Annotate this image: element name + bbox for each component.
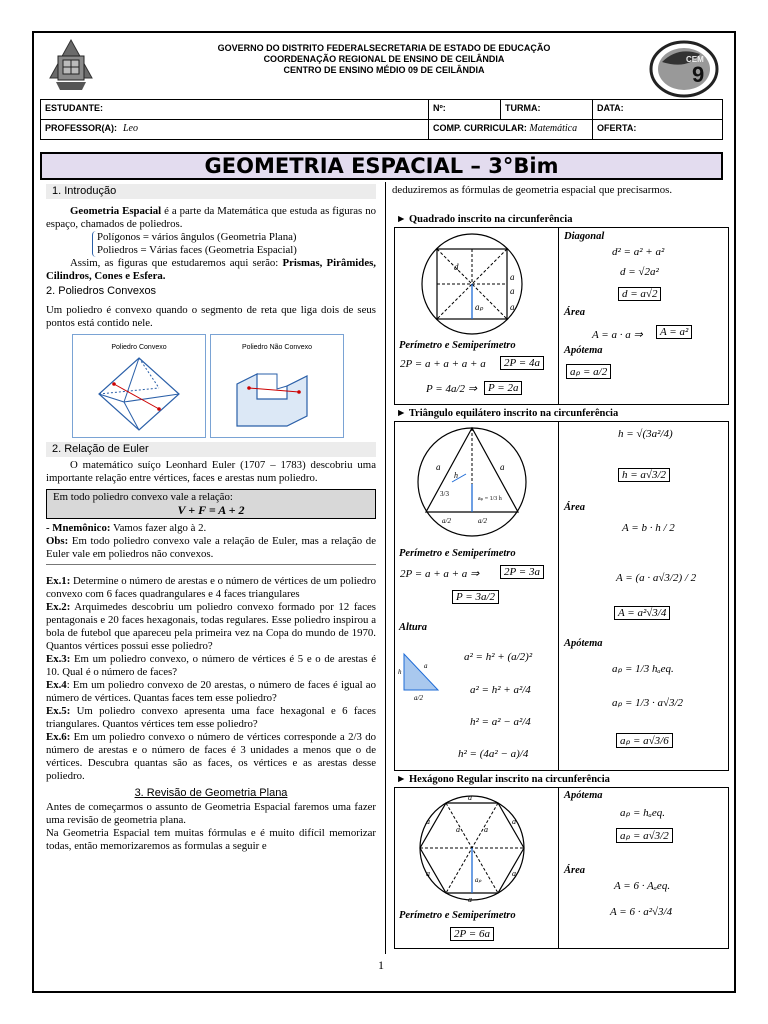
svg-text:a: a xyxy=(510,286,515,296)
svg-text:aₚ: aₚ xyxy=(475,876,482,884)
intro-paragraph: Geometria Espacial é a parte da Matemática que estuda as figuras no espaço, chamados de poliedros. xyxy=(46,205,377,230)
page-title: GEOMETRIA ESPACIAL – 3°Bim xyxy=(40,152,723,180)
square-perimeter-box: 2P = 4a xyxy=(500,356,544,370)
triangle-apotema-label: Apótema xyxy=(564,638,603,649)
svg-text:a/2: a/2 xyxy=(414,694,423,702)
section-revisao: 3. Revisão de Geometria Plana xyxy=(134,787,288,799)
hexagon-apotema-eq-2: aₚ = a√3/2 xyxy=(616,828,673,843)
svg-text:a/2: a/2 xyxy=(442,517,451,525)
exercise-2: Ex.2: Arquimedes descobriu um poliedro convexo formado por 12 faces pentagonais e 20 faces hexagonais, todas regulares. Esse poliedro inspirou a bola de futebol que apareceu pela primeira vez na Copa do mundo de 1970. Quantos vértices possui esse poliedro? xyxy=(46,601,376,652)
square-apotema-label: Apótema xyxy=(564,345,603,356)
comp-curricular-field[interactable]: COMP. CURRICULAR: Matemática xyxy=(429,120,593,140)
triangle-area-eq-3: A = a²√3/4 xyxy=(614,606,670,620)
euler-box-text: Em todo poliedro convexo vale a relação: xyxy=(53,491,233,503)
triangle-altura-eq-3: h² = a² − a²/4 xyxy=(470,716,531,728)
svg-text:a: a xyxy=(424,662,428,670)
hexagon-apotema-eq-1: aₚ = hₐeq. xyxy=(620,807,665,819)
exercise-5: Ex.5: Um poliedro convexo apresenta uma face hexagonal e 6 faces triangulares. Quantos vértices tem esse poliedro? xyxy=(46,705,376,730)
diagonal-eq-3: d = a√2 xyxy=(618,287,661,301)
svg-text:h: h xyxy=(398,668,402,676)
convexo-paragraph: Um poliedro é convexo quando o segmento de reta que liga dois de seus pontos está contido nele. xyxy=(46,304,376,329)
diagonal-label: Diagonal xyxy=(564,231,605,242)
triangle-area-label: Área xyxy=(564,502,585,513)
section-relacao-euler: 2. Relação de Euler xyxy=(46,442,376,457)
numero-field[interactable]: Nº: xyxy=(429,100,501,120)
triangle-perimeter-label: Perímetro e Semiperímetro xyxy=(399,548,516,559)
diagonal-eq-1: d² = a² + a² xyxy=(612,246,665,258)
data-field[interactable]: DATA: xyxy=(593,100,723,120)
triangle-h-eq-1: h = √(3a²/4) xyxy=(618,428,673,440)
figure-convex xyxy=(72,334,206,438)
exercise-4: Ex.4: Em um poliedro convexo de 20 arestas, o número de faces é igual ao número de vértices. Quantas faces tem esse poliedro? xyxy=(46,679,376,704)
svg-text:aₚ = 1/3 h: aₚ = 1/3 h xyxy=(478,496,502,502)
svg-text:a: a xyxy=(426,869,430,878)
section-introducao: 1. Introdução xyxy=(46,184,376,199)
triangle-apotema-eq-3: aₚ = a√3/6 xyxy=(616,733,673,748)
square-title: ► Quadrado inscrito na circunferência xyxy=(396,214,573,225)
svg-text:9: 9 xyxy=(692,62,705,87)
svg-text:a: a xyxy=(512,817,516,826)
svg-text:aₚ: aₚ xyxy=(475,302,484,312)
svg-text:CEM: CEM xyxy=(686,55,704,64)
square-in-circle-icon xyxy=(408,230,536,338)
square-perimeter-eq: 2P = a + a + a + a xyxy=(400,358,486,370)
hexagon-in-circle-icon xyxy=(408,792,536,904)
triangle-semi-box: P = 3a/2 xyxy=(452,590,499,604)
euler-paragraph: O matemático suíço Leonhard Euler (1707 – 1783) descobriu uma importante relação entre vértices, faces e arestas num poliedro. xyxy=(46,459,376,484)
left-column xyxy=(46,184,376,853)
revisao-paragraph-2: Na Geometria Espacial tem muitas fórmulas e é muito difícil memorizar todas, então memorizaremos as formulas a seguir e xyxy=(46,827,376,852)
exercise-6: Ex.6: Em um poliedro convexo o número de vértices corresponde a 2/3 do número de arestas e o número de faces é 3 unidades a menos que o de vértices. Descubra quantas são as faces, os vértices e as arestas desse poliedro. xyxy=(46,731,376,782)
non-convex-polyhedron-icon xyxy=(217,354,337,434)
square-perimeter-label: Perímetro e Semiperímetro xyxy=(399,340,516,351)
intro-paragraph-2: Assim, as figuras que estudaremos aqui serão: Prismas, Pirâmides, Cilindros, Cones e Esfera. xyxy=(46,257,377,282)
header-line-3: CENTRO DE ENSINO MÉDIO 09 DE CEILÂNDIA xyxy=(283,65,485,75)
svg-text:a/2: a/2 xyxy=(478,517,487,525)
right-intro: deduziremos as fórmulas de geometria espacial que precisarmos. xyxy=(392,184,673,196)
diagonal-eq-2: d = √2a² xyxy=(620,266,659,278)
list-item: Poliedros = Várias faces (Geometria Espacial) xyxy=(97,244,297,256)
revisao-paragraph-1: Antes de começarmos o assunto de Geometria Espacial faremos uma fazer uma revisão de geometria plana. xyxy=(46,801,376,826)
column-divider xyxy=(385,182,386,954)
exercise-3: Ex.3: Em um poliedro convexo, o número de vértices é 5 e o de arestas é 10. Qual é o número de faces? xyxy=(46,653,376,678)
observation: Obs: Em todo poliedro convexo vale a relação de Euler, mas a relação de Euler vale em poliedros não convexos. xyxy=(46,535,376,560)
square-semi-box: P = 2a xyxy=(484,381,522,395)
triangle-perimeter-box: 2P = 3a xyxy=(500,565,544,579)
triangle-area-eq-2: A = (a · a√3/2) / 2 xyxy=(616,572,697,584)
student-info-table xyxy=(40,99,723,140)
svg-text:a: a xyxy=(510,272,515,282)
header-line-1: GOVERNO DO DISTRITO FEDERALSECRETARIA DE ESTADO DE EDUCAÇÃO xyxy=(217,43,551,53)
exercise-1: Ex.1: Determine o número de arestas e o número de vértices de um poliedro convexo com 6 faces quadrangulares e 4 faces triangulares xyxy=(46,575,376,600)
svg-text:a: a xyxy=(484,825,488,834)
svg-text:a: a xyxy=(500,462,505,472)
polyhedra-figures xyxy=(72,334,344,438)
hexagon-area-eq-2: A = 6 · a²√3/4 xyxy=(610,906,673,918)
triangle-h-eq-2: h = a√3/2 xyxy=(618,468,670,482)
square-area-box: A = a² xyxy=(656,325,692,339)
triangle-apotema-eq-1: aₚ = 1/3 hₐeq. xyxy=(612,663,674,675)
header-line-2: COORDENAÇÃO REGIONAL DE ENSINO DE CEILÂNDIA xyxy=(263,54,505,64)
euler-formula: V + F = A + 2 xyxy=(177,503,245,517)
hexagon-title: ► Hexágono Regular inscrito na circunferência xyxy=(396,774,610,785)
svg-text:a: a xyxy=(436,462,441,472)
svg-text:a: a xyxy=(468,895,472,904)
svg-text:h: h xyxy=(454,471,458,480)
triangle-altura-label: Altura xyxy=(399,622,428,633)
figure-label: Poliedro Não Convexo xyxy=(241,344,313,351)
square-semi-eq: P = 4a/2 ⇒ xyxy=(426,383,477,395)
triangle-apotema-eq-2: aₚ = 1/3 · a√3/2 xyxy=(612,697,684,709)
svg-text:a: a xyxy=(426,817,430,826)
header xyxy=(0,43,768,76)
turma-field[interactable]: TURMA: xyxy=(501,100,593,120)
right-column xyxy=(392,184,726,196)
hexagon-area-label: Área xyxy=(564,865,585,876)
figure-label: Poliedro Convexo xyxy=(111,344,167,351)
svg-text:d: d xyxy=(454,262,459,272)
hexagon-perimeter-label: Perímetro e Semiperímetro xyxy=(399,910,516,921)
triangle-title: ► Triângulo equilátero inscrito na circunferência xyxy=(396,408,619,419)
estudante-field[interactable]: ESTUDANTE: xyxy=(41,100,429,120)
page-number: 1 xyxy=(378,958,384,972)
triangle-altura-eq-4: h² = (4a² − a)/4 xyxy=(458,748,529,760)
half-triangle-icon xyxy=(398,650,442,702)
euler-relation-box xyxy=(46,489,376,519)
triangle-altura-eq-2: a² = h² + a²/4 xyxy=(470,684,531,696)
hexagon-perimeter-box: 2P = 6a xyxy=(450,927,494,941)
hexagon-apotema-label: Apótema xyxy=(564,790,603,801)
professor-field[interactable]: PROFESSOR(A): Leo xyxy=(41,120,429,140)
list-item: Polígonos = vários ângulos (Geometria Plana) xyxy=(97,231,297,243)
svg-text:3/3: 3/3 xyxy=(440,490,449,498)
hexagon-area-eq-1: A = 6 · Aₐeq. xyxy=(614,880,671,892)
triangle-in-circle-icon xyxy=(408,424,536,542)
square-area-eq: A = a · a ⇒ xyxy=(592,329,643,341)
mnemonic: - Mnemônico: Vamos fazer algo à 2. xyxy=(46,522,207,534)
figure-non-convex xyxy=(210,334,344,438)
svg-text:a: a xyxy=(468,793,472,802)
square-area-label: Área xyxy=(564,307,585,318)
triangle-altura-eq-1: a² = h² + (a/2)² xyxy=(464,651,533,663)
square-apotema-box: aₚ = a/2 xyxy=(566,364,611,379)
svg-text:a: a xyxy=(510,302,515,312)
brace-list xyxy=(92,231,376,257)
oferta-field[interactable]: OFERTA: xyxy=(593,120,723,140)
triangle-area-eq-1: A = b · h / 2 xyxy=(622,522,675,534)
divider xyxy=(46,564,376,565)
svg-text:a: a xyxy=(456,825,460,834)
exercise-list xyxy=(46,575,376,783)
triangle-perimeter-eq: 2P = a + a + a ⇒ xyxy=(400,568,480,580)
section-poliedros-convexos: 2. Poliedros Convexos xyxy=(46,285,157,297)
convex-polyhedron-icon xyxy=(79,354,199,434)
svg-text:a: a xyxy=(512,869,516,878)
